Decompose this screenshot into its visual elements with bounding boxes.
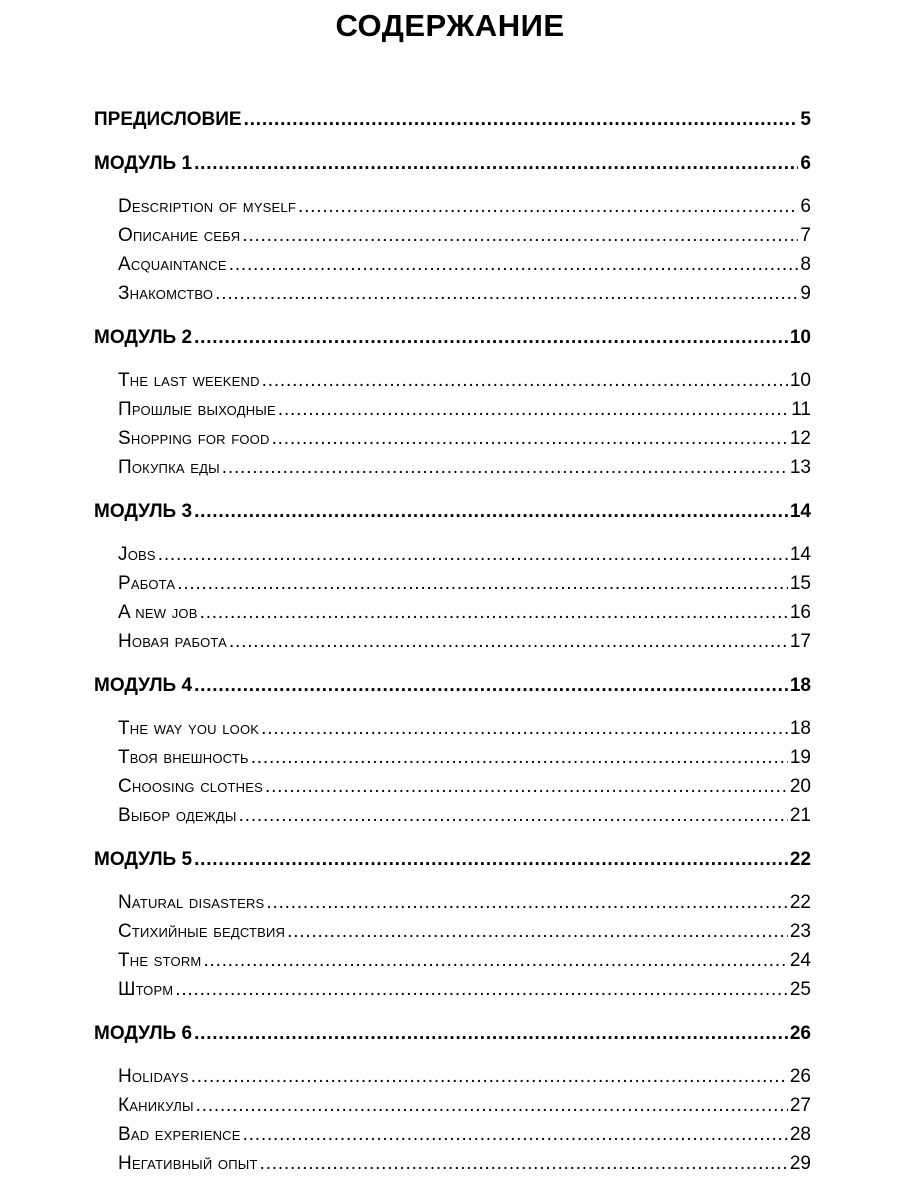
toc-subsection-entry bbox=[118, 573, 811, 599]
toc-page-number: 13 bbox=[789, 457, 811, 478]
toc-entry-label: Choosing clothes bbox=[118, 776, 263, 797]
toc-section-entry bbox=[94, 327, 811, 353]
toc-entry-label: Holidays bbox=[118, 1066, 189, 1087]
toc-section-entry bbox=[94, 675, 811, 701]
toc-entry-label: Прошлые выходные bbox=[118, 399, 276, 420]
toc-subsection-entry bbox=[118, 747, 811, 773]
toc-subsection-entry bbox=[118, 225, 811, 251]
toc-subsection-entry bbox=[118, 718, 811, 744]
toc-entry-label: ПРЕДИСЛОВИЕ bbox=[94, 109, 242, 130]
toc-page-number: 20 bbox=[789, 776, 811, 797]
toc-page-number: 22 bbox=[789, 892, 811, 913]
dot-leader bbox=[242, 225, 798, 247]
toc-entry-label: The way you look bbox=[118, 718, 260, 739]
toc-page-number: 22 bbox=[789, 849, 811, 870]
dot-leader bbox=[278, 399, 789, 421]
toc-section-entry bbox=[94, 1023, 811, 1049]
toc-subsection-entry bbox=[118, 457, 811, 483]
toc-subsection-entry bbox=[118, 1124, 811, 1150]
toc-entry-label: Негативный опыт bbox=[118, 1153, 258, 1174]
toc-entry-label: Natural disasters bbox=[118, 892, 265, 913]
toc-subsection-entry bbox=[118, 370, 811, 396]
page-title: СОДЕРЖАНИЕ bbox=[335, 8, 565, 43]
toc-entry-label: МОДУЛЬ 5 bbox=[94, 849, 193, 870]
dot-leader bbox=[194, 1023, 788, 1045]
dot-leader bbox=[222, 457, 788, 479]
toc-page-number: 16 bbox=[789, 602, 811, 623]
dot-leader bbox=[243, 1124, 788, 1146]
dot-leader bbox=[203, 950, 787, 972]
toc-subsection-entry bbox=[118, 399, 811, 425]
toc-entry-label: Каникулы bbox=[118, 1095, 194, 1116]
toc-page-number: 27 bbox=[789, 1095, 811, 1116]
dot-leader bbox=[194, 849, 788, 871]
toc-entry-label: МОДУЛЬ 2 bbox=[94, 327, 193, 348]
dot-leader bbox=[265, 776, 788, 798]
toc-page-number: 26 bbox=[789, 1023, 811, 1044]
toc-entry-label: Знакомство bbox=[118, 283, 214, 304]
dot-leader bbox=[196, 1095, 788, 1117]
toc-subsection-entry bbox=[118, 602, 811, 628]
toc-subsection-entry bbox=[118, 776, 811, 802]
dot-leader bbox=[287, 921, 788, 943]
dot-leader bbox=[194, 675, 788, 697]
toc-entry-label: Выбор одежды bbox=[118, 805, 237, 826]
toc-subsection-entry bbox=[118, 950, 811, 976]
toc-entry-label: МОДУЛЬ 6 bbox=[94, 1023, 193, 1044]
toc-entry-label: МОДУЛЬ 3 bbox=[94, 501, 193, 522]
toc-subsection-entry bbox=[118, 921, 811, 947]
toc-page-number: 6 bbox=[800, 196, 811, 217]
toc-section-entry bbox=[94, 849, 811, 875]
toc-entry-label: Стихийные бедствия bbox=[118, 921, 286, 942]
toc-subsection-entry bbox=[118, 1153, 811, 1179]
toc-entry-label: Bad experience bbox=[118, 1124, 241, 1145]
dot-leader bbox=[194, 501, 788, 523]
toc-page-number: 14 bbox=[789, 501, 811, 522]
toc-subsection-entry bbox=[118, 805, 811, 831]
toc-page-number: 24 bbox=[789, 950, 811, 971]
dot-leader bbox=[244, 109, 799, 131]
dot-leader bbox=[260, 1153, 788, 1175]
dot-leader bbox=[251, 747, 788, 769]
toc-entry-label: The storm bbox=[118, 950, 202, 971]
dot-leader bbox=[229, 254, 799, 276]
toc-section-entry bbox=[94, 501, 811, 527]
toc-page-number: 10 bbox=[789, 370, 811, 391]
toc-subsection-entry bbox=[118, 196, 811, 222]
dot-leader bbox=[229, 631, 788, 653]
toc-page-number: 21 bbox=[789, 805, 811, 826]
toc-page-number: 14 bbox=[789, 544, 811, 565]
toc-page-number: 29 bbox=[789, 1153, 811, 1174]
toc-page-number: 26 bbox=[789, 1066, 811, 1087]
dot-leader bbox=[262, 370, 788, 392]
toc-page-number: 25 bbox=[789, 979, 811, 1000]
toc-subsection-entry bbox=[118, 428, 811, 454]
toc-page-number: 28 bbox=[789, 1124, 811, 1145]
toc-entry-label: МОДУЛЬ 1 bbox=[94, 153, 193, 174]
toc-page-number: 15 bbox=[789, 573, 811, 594]
toc-entry-label: Acquaintance bbox=[118, 254, 227, 275]
toc-page-number: 23 bbox=[789, 921, 811, 942]
toc-entry-label: Новая работа bbox=[118, 631, 227, 652]
toc-subsection-entry bbox=[118, 544, 811, 570]
toc-page-number: 11 bbox=[791, 399, 811, 420]
dot-leader bbox=[191, 1066, 788, 1088]
toc-subsection-entry bbox=[118, 254, 811, 280]
toc-entry-label: Шторм bbox=[118, 979, 174, 1000]
toc-entry-label: Shopping for food bbox=[118, 428, 270, 449]
toc-subsection-entry bbox=[118, 1095, 811, 1121]
dot-leader bbox=[215, 283, 798, 305]
dot-leader bbox=[194, 153, 798, 175]
dot-leader bbox=[158, 544, 788, 566]
toc-entry-label: Покупка еды bbox=[118, 457, 220, 478]
dot-leader bbox=[200, 602, 788, 624]
toc-entry-label: A new job bbox=[118, 602, 198, 623]
toc-page-number: 8 bbox=[800, 254, 811, 275]
dot-leader bbox=[298, 196, 798, 218]
toc-subsection-entry bbox=[118, 631, 811, 657]
toc-entry-label: МОДУЛЬ 4 bbox=[94, 675, 193, 696]
toc-subsection-entry bbox=[118, 283, 811, 309]
toc-page-number: 12 bbox=[789, 428, 811, 449]
toc-page-number: 19 bbox=[789, 747, 811, 768]
toc-section-entry bbox=[94, 153, 811, 179]
dot-leader bbox=[177, 573, 788, 595]
toc-page-number: 5 bbox=[800, 109, 811, 130]
toc-entry-label: The last weekend bbox=[118, 370, 260, 391]
toc-page-number: 7 bbox=[800, 225, 811, 246]
dot-leader bbox=[266, 892, 787, 914]
toc-entry-label: Jobs bbox=[118, 544, 156, 565]
toc-entry-label: Твоя внешность bbox=[118, 747, 249, 768]
toc-page-number: 18 bbox=[789, 675, 811, 696]
toc-page-number: 6 bbox=[800, 153, 811, 174]
toc-subsection-entry bbox=[118, 979, 811, 1005]
toc-entry-label: Описание себя bbox=[118, 225, 241, 246]
dot-leader bbox=[272, 428, 788, 450]
dot-leader bbox=[194, 327, 788, 349]
toc-page-number: 17 bbox=[789, 631, 811, 652]
dot-leader bbox=[175, 979, 788, 1001]
toc-subsection-entry bbox=[118, 1066, 811, 1092]
toc-entry-label: Работа bbox=[118, 573, 176, 594]
toc-page-number: 10 bbox=[789, 327, 811, 348]
toc-page-number: 18 bbox=[789, 718, 811, 739]
toc-page-number: 9 bbox=[800, 283, 811, 304]
dot-leader bbox=[261, 718, 788, 740]
toc-section-entry bbox=[94, 109, 811, 135]
toc-entry-label: Description of myself bbox=[118, 196, 296, 217]
dot-leader bbox=[239, 805, 788, 827]
toc-subsection-entry bbox=[118, 892, 811, 918]
